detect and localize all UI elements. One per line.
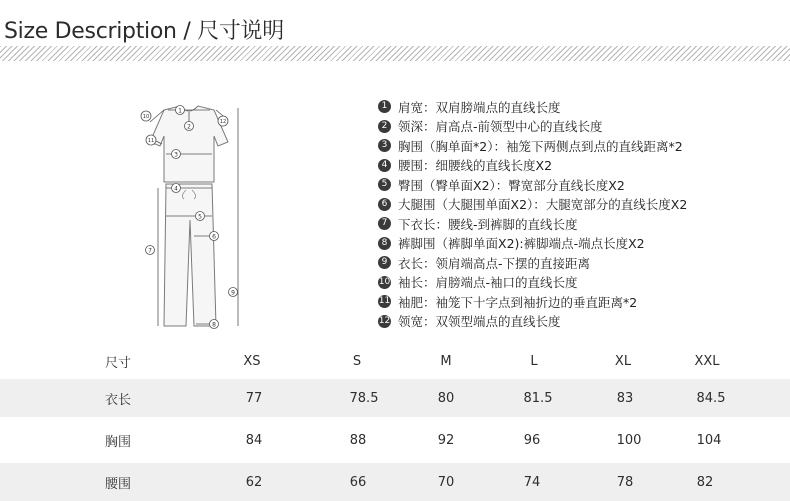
legend-item bbox=[378, 253, 687, 273]
header-cell: L bbox=[530, 353, 538, 369]
table-cell: 78 bbox=[616, 474, 634, 490]
svg-text:1: 1 bbox=[178, 107, 182, 115]
pants-outline bbox=[164, 184, 216, 326]
marker-2 bbox=[185, 122, 194, 131]
marker-6 bbox=[210, 232, 219, 241]
table-row bbox=[0, 379, 790, 417]
header-cell: XL bbox=[614, 353, 632, 369]
legend-text: 袖肥：袖笼下十字点到袖折边的垂直距离*2 bbox=[398, 294, 638, 310]
marker-1 bbox=[176, 106, 185, 115]
legend-text: 领深：肩高点-前领型中心的直线长度 bbox=[398, 119, 603, 135]
legend-item bbox=[378, 292, 687, 312]
table-cell: 78.5 bbox=[349, 390, 379, 406]
page-title: Size Description / 尺寸说明 bbox=[4, 19, 284, 44]
number-badge: 10 bbox=[378, 276, 391, 287]
marker-7 bbox=[146, 246, 155, 255]
legend-item bbox=[378, 136, 687, 156]
table-cell: 96 bbox=[523, 432, 541, 448]
number-badge: 4 bbox=[378, 159, 391, 172]
size-table bbox=[0, 347, 790, 501]
legend-item bbox=[378, 214, 687, 234]
legend-item bbox=[378, 117, 687, 137]
table-cell: 66 bbox=[349, 474, 367, 490]
svg-text:11: 11 bbox=[147, 138, 155, 144]
table-cell: 92 bbox=[437, 432, 455, 448]
number-badge: 7 bbox=[378, 217, 391, 230]
svg-text:8: 8 bbox=[212, 321, 216, 329]
table-cell: 100 bbox=[616, 432, 642, 448]
garment-diagram bbox=[124, 100, 254, 335]
marker-12 bbox=[218, 116, 228, 126]
table-cell: 74 bbox=[523, 474, 541, 490]
marker-11 bbox=[146, 135, 156, 145]
legend-item bbox=[378, 97, 687, 117]
table-cell: 104 bbox=[696, 432, 722, 448]
table-cell: 84 bbox=[245, 432, 263, 448]
number-badge: 8 bbox=[378, 237, 391, 250]
header-cell: XS bbox=[243, 353, 261, 369]
number-badge: 11 bbox=[378, 296, 391, 307]
number-badge: 5 bbox=[378, 178, 391, 191]
table-cell: 70 bbox=[437, 474, 455, 490]
table-cell: 62 bbox=[245, 474, 263, 490]
svg-text:12: 12 bbox=[219, 119, 227, 125]
table-header-row bbox=[0, 347, 790, 375]
number-badge: 1 bbox=[378, 100, 391, 113]
row-label: 衣长 bbox=[105, 392, 132, 408]
legend-text: 大腿围（大腿围单面X2）：大腿宽部分的直线长度X2 bbox=[398, 197, 688, 213]
legend-text: 腰围：细腰线的直线长度X2 bbox=[398, 158, 553, 174]
legend-item bbox=[378, 175, 687, 195]
svg-text:7: 7 bbox=[148, 247, 152, 255]
legend-item bbox=[378, 156, 687, 176]
table-cell: 81.5 bbox=[523, 390, 553, 406]
svg-text:6: 6 bbox=[212, 233, 216, 241]
marker-3 bbox=[172, 150, 181, 159]
marker-10 bbox=[141, 111, 151, 121]
svg-text:3: 3 bbox=[174, 151, 178, 159]
svg-text:5: 5 bbox=[198, 213, 202, 221]
legend-text: 下衣长：腰线-到裤脚的直线长度 bbox=[398, 216, 578, 232]
table-row bbox=[0, 463, 790, 501]
table-cell: 80 bbox=[437, 390, 455, 406]
svg-text:4: 4 bbox=[174, 185, 178, 193]
header-cell: M bbox=[440, 353, 452, 369]
header-cell: S bbox=[352, 353, 362, 369]
header-cell: 尺寸 bbox=[105, 355, 132, 371]
table-cell: 88 bbox=[349, 432, 367, 448]
hatch-divider bbox=[0, 46, 790, 61]
legend-item bbox=[378, 273, 687, 293]
legend-text: 臀围（臀单面X2）：臀宽部分直线长度X2 bbox=[398, 177, 625, 193]
legend-item bbox=[378, 312, 687, 332]
number-badge: 2 bbox=[378, 120, 391, 133]
marker-8 bbox=[210, 320, 219, 329]
table-cell: 82 bbox=[696, 474, 714, 490]
svg-text:9: 9 bbox=[231, 289, 235, 297]
marker-4 bbox=[172, 184, 181, 193]
table-cell: 77 bbox=[245, 390, 263, 406]
number-badge: 9 bbox=[378, 256, 391, 269]
legend-text: 裤脚围（裤脚单面X2):裤脚端点-端点长度X2 bbox=[398, 236, 645, 252]
legend-text: 袖长：肩膀端点-袖口的直线长度 bbox=[398, 275, 578, 291]
number-badge: 12 bbox=[378, 315, 391, 326]
marker-9 bbox=[229, 288, 238, 297]
row-label: 胸围 bbox=[105, 434, 132, 450]
svg-text:2: 2 bbox=[187, 123, 191, 131]
table-cell: 83 bbox=[616, 390, 634, 406]
legend-text: 领宽：双领型端点的直线长度 bbox=[398, 314, 561, 330]
row-label: 腰围 bbox=[105, 476, 132, 492]
number-badge: 3 bbox=[378, 139, 391, 152]
header-cell: XXL bbox=[694, 353, 720, 369]
legend-text: 肩宽：双肩膀端点的直线长度 bbox=[398, 99, 561, 115]
measurement-legend bbox=[378, 97, 687, 331]
legend-item bbox=[378, 195, 687, 215]
svg-text:10: 10 bbox=[142, 114, 150, 120]
legend-item bbox=[378, 234, 687, 254]
number-badge: 6 bbox=[378, 198, 391, 211]
legend-text: 衣长：领肩端高点-下摆的直接距离 bbox=[398, 255, 591, 271]
table-row bbox=[0, 421, 790, 459]
legend-text: 胸围（胸单面*2）：袖笼下两侧点到点的直线距离*2 bbox=[398, 138, 683, 154]
marker-5 bbox=[196, 212, 205, 221]
table-cell: 84.5 bbox=[696, 390, 726, 406]
